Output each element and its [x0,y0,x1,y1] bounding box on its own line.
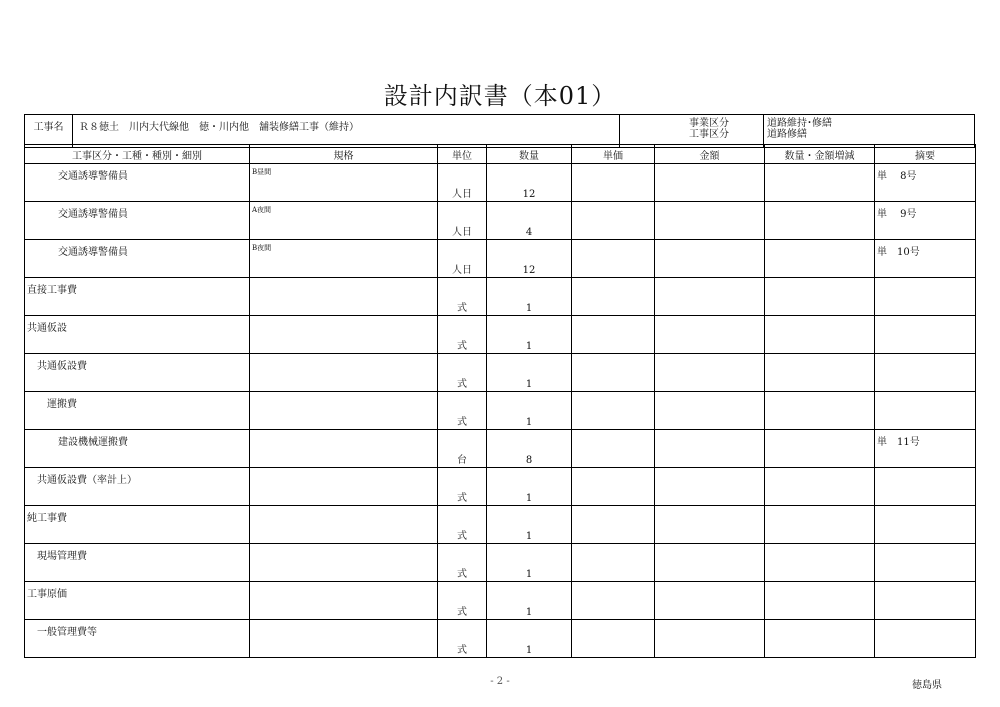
item-name: 交通誘導警備員 [58,209,128,220]
table-row [25,468,976,506]
item-spec-cell [250,278,438,316]
project-label: 工事名 [25,115,73,148]
col-header-change: 数量・金額増減 [765,145,875,164]
item-remarks: 単 11号 [877,437,920,448]
item-qty-cell [487,240,572,278]
item-unit-price-cell [572,544,655,582]
item-change-cell [765,316,875,354]
item-amount-cell [655,544,765,582]
item-change-cell [765,278,875,316]
item-remarks [875,392,975,395]
item-remarks [875,316,975,319]
work-type-label: 工事区分 [689,129,729,140]
item-unit-cell [438,316,487,354]
item-unit-cell [438,430,487,468]
item-qty: 1 [525,379,533,390]
item-unit-cell [438,620,487,658]
item-remarks [875,582,975,585]
item-spec-cell [250,354,438,392]
project-name: Ｒ８徳土 川内大代線他 徳・川内他 舗装修繕工事（維持） [73,115,620,148]
item-qty: 1 [525,493,533,504]
item-remarks [875,620,975,623]
table-row [25,164,976,202]
item-remarks-cell [875,430,976,468]
table-row [25,430,976,468]
item-qty-cell [487,316,572,354]
item-unit-cell [438,164,487,202]
item-unit-cell [438,582,487,620]
item-name-cell [25,506,250,544]
item-qty: 12 [522,265,536,276]
item-qty: 12 [522,189,536,200]
item-qty: 8 [525,455,533,466]
item-unit: 式 [457,493,467,504]
item-qty: 1 [525,303,533,314]
item-name-cell [25,392,250,430]
item-qty-cell [487,202,572,240]
item-qty-cell [487,392,572,430]
item-amount-cell [655,392,765,430]
item-name: 直接工事費 [27,285,77,296]
item-remarks-cell [875,240,976,278]
item-unit-cell [438,468,487,506]
item-qty-cell [487,468,572,506]
item-unit: 人日 [452,227,472,238]
item-remarks: 単 9号 [877,209,917,220]
item-remarks-cell [875,620,976,658]
item-spec: A夜間 [252,206,272,214]
item-remarks-cell [875,544,976,582]
item-name-cell [25,240,250,278]
item-name-cell [25,202,250,240]
item-remarks-cell [875,392,976,430]
item-remarks [875,506,975,509]
item-remarks-cell [875,468,976,506]
item-qty: 1 [525,569,533,580]
item-spec-cell [250,240,438,278]
item-remarks-cell [875,202,976,240]
item-spec-cell [250,392,438,430]
item-remarks-cell [875,354,976,392]
col-header-unit: 単位 [438,145,487,164]
item-unit: 式 [457,569,467,580]
item-name: 一般管理費等 [37,627,97,638]
item-change-cell [765,202,875,240]
business-type-value: 道路維持･修繕 [767,118,832,129]
item-unit-price-cell [572,240,655,278]
item-spec-cell [250,316,438,354]
item-remarks-cell [875,506,976,544]
document-title: 設計内訳書（本01） [383,82,617,110]
item-change-cell [765,544,875,582]
item-unit: 式 [457,645,467,656]
item-qty-cell [487,430,572,468]
item-qty: 1 [525,531,533,542]
item-change-cell [765,430,875,468]
item-remarks [875,278,975,281]
item-unit-price-cell [572,620,655,658]
item-unit-price-cell [572,164,655,202]
item-spec [250,430,437,433]
item-spec: B昼間 [252,168,272,176]
project-header [24,114,975,148]
item-unit: 式 [457,341,467,352]
item-remarks [875,544,975,547]
item-qty-cell [487,506,572,544]
item-change-cell [765,468,875,506]
item-unit: 式 [457,303,467,314]
item-qty: 1 [525,417,533,428]
item-remarks-cell [875,164,976,202]
item-name-cell [25,468,250,506]
item-remarks [875,354,975,357]
item-unit-price-cell [572,392,655,430]
item-remarks-cell [875,582,976,620]
item-spec [250,278,437,281]
item-spec-cell [250,164,438,202]
item-remarks: 単 10号 [877,247,920,258]
page-number: - 2 - [490,676,510,687]
item-amount-cell [655,240,765,278]
col-header-item: 工事区分・工種・種別・細別 [25,145,250,164]
item-unit-price-cell [572,202,655,240]
col-header-amount: 金額 [655,145,765,164]
item-qty: 1 [525,341,533,352]
item-spec-cell [250,582,438,620]
item-unit-cell [438,278,487,316]
work-type-value: 道路修繕 [767,129,807,140]
item-spec-cell [250,620,438,658]
item-remarks: 単 8号 [877,171,917,182]
item-amount-cell [655,506,765,544]
item-name: 交通誘導警備員 [58,247,128,258]
division-values [764,115,975,148]
business-type-label: 事業区分 [689,118,729,129]
organization-name: 徳島県 [912,680,942,691]
item-spec [250,620,437,623]
item-spec-cell [250,506,438,544]
item-name: 現場管理費 [37,551,87,562]
item-name: 純工事費 [27,513,67,524]
table-row [25,506,976,544]
item-name-cell [25,354,250,392]
item-unit: 台 [457,455,467,466]
col-header-spec: 規格 [250,145,438,164]
item-spec: B夜間 [252,244,272,252]
item-change-cell [765,392,875,430]
item-amount-cell [655,582,765,620]
item-unit: 人日 [452,265,472,276]
col-header-unit-price: 単価 [572,145,655,164]
item-change-cell [765,620,875,658]
item-unit-price-cell [572,468,655,506]
table-row [25,202,976,240]
table-row [25,316,976,354]
item-unit-cell [438,240,487,278]
table-row [25,582,976,620]
item-unit: 人日 [452,189,472,200]
item-amount-cell [655,164,765,202]
item-name: 交通誘導警備員 [58,171,128,182]
item-spec [250,354,437,357]
item-qty: 1 [525,645,533,656]
item-unit-price-cell [572,582,655,620]
item-unit-price-cell [572,278,655,316]
item-spec [250,506,437,509]
item-spec [250,544,437,547]
item-remarks [875,468,975,471]
item-name-cell [25,430,250,468]
col-header-remarks: 摘要 [875,145,976,164]
item-spec [250,582,437,585]
item-qty: 4 [525,227,533,238]
item-unit: 式 [457,607,467,618]
item-name: 共通仮設費（率計上） [37,475,137,486]
item-name: 建設機械運搬費 [58,437,128,448]
item-qty-cell [487,582,572,620]
item-qty: 1 [525,607,533,618]
item-remarks-cell [875,316,976,354]
item-spec-cell [250,202,438,240]
item-name: 共通仮設費 [37,361,87,372]
table-row [25,544,976,582]
table-row [25,620,976,658]
item-unit-cell [438,392,487,430]
item-name-cell [25,164,250,202]
item-qty-cell [487,354,572,392]
item-amount-cell [655,620,765,658]
item-change-cell [765,164,875,202]
item-amount-cell [655,468,765,506]
item-unit-price-cell [572,316,655,354]
item-spec [250,468,437,471]
breakdown-table [24,144,976,658]
item-change-cell [765,506,875,544]
item-amount-cell [655,202,765,240]
table-row [25,392,976,430]
item-unit-price-cell [572,430,655,468]
item-remarks-cell [875,278,976,316]
item-unit-cell [438,544,487,582]
item-name-cell [25,582,250,620]
item-qty-cell [487,620,572,658]
item-change-cell [765,240,875,278]
item-unit-cell [438,202,487,240]
item-change-cell [765,354,875,392]
item-name-cell [25,620,250,658]
item-name-cell [25,278,250,316]
item-unit: 式 [457,417,467,428]
item-amount-cell [655,278,765,316]
table-row [25,278,976,316]
item-name: 共通仮設 [27,323,67,334]
col-header-qty: 数量 [487,145,572,164]
item-amount-cell [655,316,765,354]
item-name-cell [25,316,250,354]
item-unit-cell [438,506,487,544]
item-spec-cell [250,544,438,582]
item-qty-cell [487,164,572,202]
item-spec-cell [250,468,438,506]
item-unit: 式 [457,379,467,390]
item-spec [250,316,437,319]
item-unit-price-cell [572,506,655,544]
item-spec-cell [250,430,438,468]
item-qty-cell [487,544,572,582]
item-unit: 式 [457,531,467,542]
table-row [25,240,976,278]
item-unit-price-cell [572,354,655,392]
item-unit-cell [438,354,487,392]
item-spec [250,392,437,395]
item-amount-cell [655,430,765,468]
item-change-cell [765,582,875,620]
item-amount-cell [655,354,765,392]
table-row [25,354,976,392]
item-name: 運搬費 [47,399,77,410]
table-header-row [25,145,976,164]
item-name: 工事原価 [27,589,67,600]
item-name-cell [25,544,250,582]
item-qty-cell [487,278,572,316]
division-labels [620,115,764,148]
